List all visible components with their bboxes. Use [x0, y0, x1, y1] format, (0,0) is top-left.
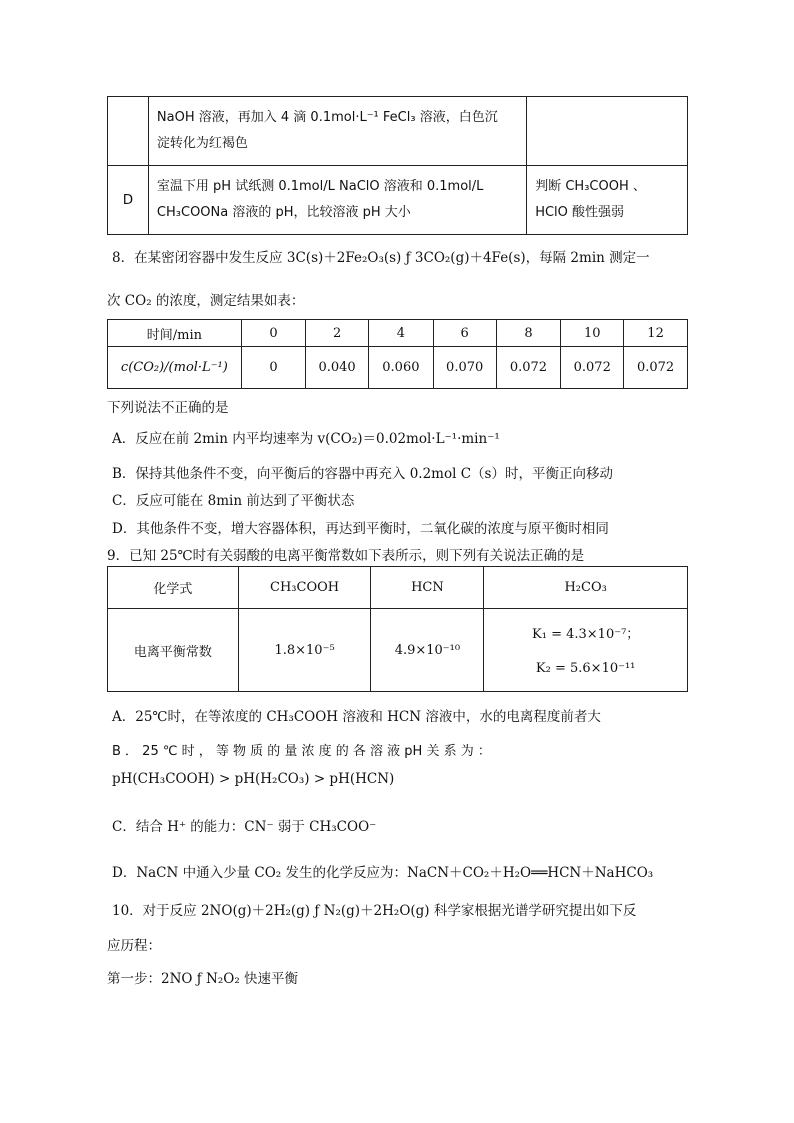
conclusion-cell [527, 97, 688, 166]
table-row [108, 347, 688, 389]
q8-stem: 次 CO₂ 的浓度，测定结果如表： [107, 293, 305, 309]
q10-stem: 10．对于反应 2NO(g)＋2H₂(g) ƒ N₂(g)＋2H₂O(g) 科学家根据光谱学研究提出如下反 [112, 903, 637, 919]
header-label: 时间/min [108, 320, 242, 347]
time-cell: 8 [496, 320, 561, 347]
q8-option-d: D．其他条件不变，增大容器体积，再达到平衡时，二氧化碳的浓度与原平衡时相同 [112, 521, 609, 537]
header-label: 化学式 [108, 567, 239, 609]
q9-option-c: C．结合 H⁺ 的能力：CN⁻ 弱于 CH₃COO⁻ [112, 819, 377, 835]
time-cell: 12 [624, 320, 688, 347]
conclusion-text: HClO 酸性强弱 [535, 205, 625, 220]
row-label: 电离平衡常数 [108, 609, 239, 692]
q9-option-d: D．NaCN 中通入少量 CO₂ 发生的化学反应为：NaCN＋CO₂＋H₂O══HCN＋NaHCO₃ [112, 865, 654, 881]
table-row [108, 166, 688, 235]
q10-step1: 第一步：2NO ƒ N₂O₂ 快速平衡 [107, 971, 299, 987]
time-cell: 4 [369, 320, 434, 347]
ka-value: 1.8×10⁻⁵ [238, 609, 371, 692]
time-cell: 10 [561, 320, 624, 347]
q8-stem: 8．在某密闭容器中发生反应 3C(s)＋2Fe₂O₃(s) ƒ 3CO₂(g)＋4Fe(s)，每隔 2min 测定一 [112, 250, 650, 266]
acid-formula: H₂CO₃ [484, 567, 688, 609]
time-cell: 2 [306, 320, 369, 347]
row-label [108, 97, 149, 166]
value-cell: 0.072 [624, 347, 688, 389]
co2-concentration-table [107, 319, 688, 389]
row-label: D [108, 166, 149, 235]
q9-stem: 9．已知 25℃时有关弱酸的电离平衡常数如下表所示，则下列有关说法正确的是 [107, 548, 585, 564]
operation-text: CH₃COONa 溶液的 pH，比较溶液 pH 大小 [156, 205, 411, 220]
value-cell: 0 [241, 347, 305, 389]
operation-text: NaOH 溶液，再加入 4 滴 0.1mol·L⁻¹ FeCl₃ 溶液，白色沉 [156, 110, 498, 125]
ka-value: K₁ = 4.3×10⁻⁷； [532, 627, 640, 642]
time-cell: 6 [433, 320, 496, 347]
value-cell: 0.072 [496, 347, 561, 389]
q8-option-a: A．反应在前 2min 内平均速率为 v(CO₂)＝0.02mol·L⁻¹·min⁻¹ [112, 431, 500, 447]
table-row [108, 609, 688, 692]
q9-option-b-formula: pH(CH₃COOH) > pH(H₂CO₃) > pH(HCN) [112, 771, 395, 787]
operation-text: 淀转化为红褐色 [156, 136, 248, 151]
acid-formula: CH₃COOH [238, 567, 371, 609]
q8-option-c: C．反应可能在 8min 前达到了平衡状态 [112, 493, 355, 509]
ka-value: 4.9×10⁻¹⁰ [371, 609, 484, 692]
conclusion-text: 判断 CH₃COOH 、 [535, 179, 646, 194]
value-cell: 0.070 [433, 347, 496, 389]
row-label: c(CO₂)/(mol·L⁻¹) [108, 347, 242, 389]
experiment-table [107, 96, 688, 235]
value-cell: 0.060 [369, 347, 434, 389]
operation-text: 室温下用 pH 试纸测 0.1mol/L NaClO 溶液和 0.1mol/L [156, 179, 484, 194]
ionization-constant-table [107, 566, 688, 692]
table-row [108, 97, 688, 166]
q8-prompt: 下列说法不正确的是 [107, 400, 229, 416]
table-row [108, 320, 688, 347]
q10-stem: 应历程： [107, 938, 161, 954]
table-row [108, 567, 688, 609]
acid-formula: HCN [371, 567, 484, 609]
ka-value: K₂ = 5.6×10⁻¹¹ [535, 661, 636, 676]
q8-option-b: B．保持其他条件不变，向平衡后的容器中再充入 0.2mol C（s）时，平衡正向移动 [112, 466, 613, 482]
q9-option-b: B ． 25 ℃ 时 ， 等 物 质 的 量 浓 度 的 各 溶 液 pH 关 系 为 ： [112, 744, 491, 759]
value-cell: 0.040 [306, 347, 369, 389]
value-cell: 0.072 [561, 347, 624, 389]
time-cell: 0 [241, 320, 305, 347]
q9-option-a: A．25℃时，在等浓度的 CH₃COOH 溶液和 HCN 溶液中，水的电离程度前者大 [112, 709, 601, 725]
